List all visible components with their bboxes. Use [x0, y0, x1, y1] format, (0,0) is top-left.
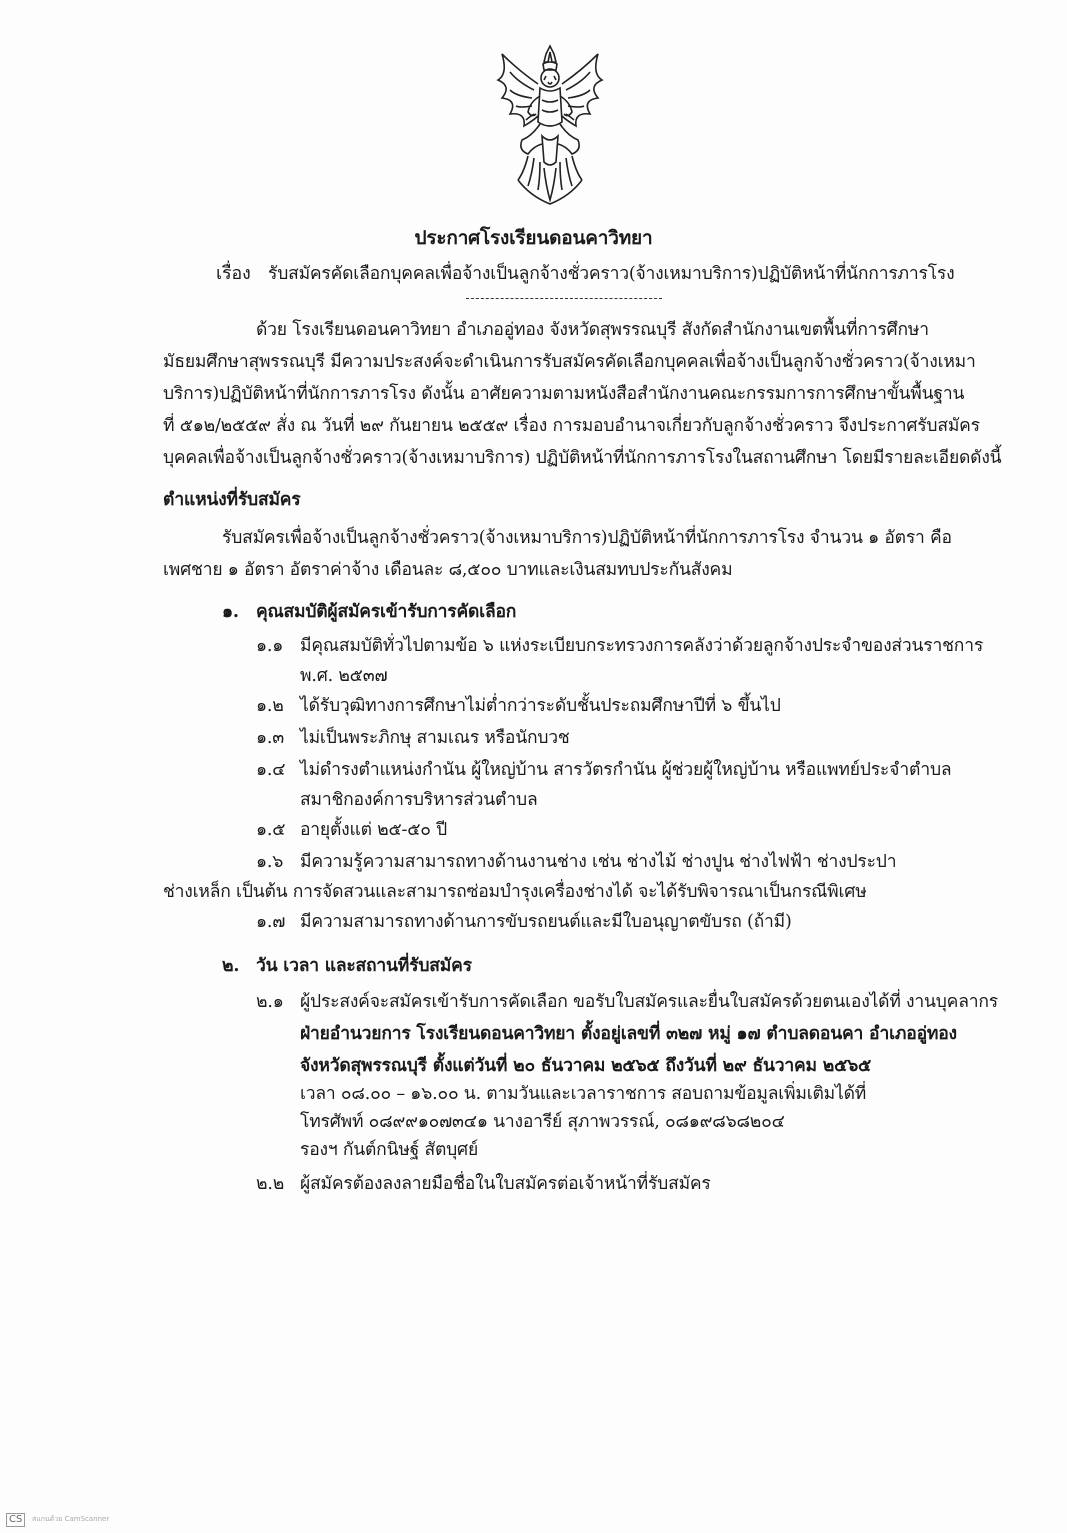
list-item-text: ได้รับวุฒิทางการศึกษาไม่ต่ำกว่าระดับชั้นประถมศึกษาปีที่ ๖ ขึ้นไป — [300, 696, 781, 716]
title-separator — [466, 298, 662, 299]
list-item-text: ผู้ประสงค์จะสมัครเข้ารับการคัดเลือก ขอรับใบสมัครและยื่นใบสมัครด้วยตนเองได้ที่ งานบุคลากร — [300, 992, 998, 1012]
intro-line: บริการ)ปฏิบัติหน้าที่นักการภารโรง ดังนั้น อาศัยความตามหนังสือสำนักงานคณะกรรมการการศึกษาขั้นพื้นฐาน — [163, 384, 965, 404]
intro-line: ด้วย โรงเรียนดอนคาวิทยา อำเภออู่ทอง จังหวัดสุพรรณบุรี สังกัดสำนักงานเขตพื้นที่การศึกษา — [256, 320, 929, 340]
section2-heading: วัน เวลา และสถานที่รับสมัคร — [256, 956, 472, 976]
garuda-emblem-icon — [488, 40, 612, 210]
subject-text: รับสมัครคัดเลือกบุคคลเพื่อจ้างเป็นลูกจ้างชั่วคราว(จ้างเหมาบริการ)ปฏิบัติหน้าที่นักการภารโรง — [268, 264, 955, 284]
list-item-number: ๑.๓ — [256, 728, 285, 748]
list-item-continuation: โทรศัพท์ ๐๘๙๙๑๐๗๓๔๑ นางอารีย์ สุภาพวรรณ์, ๐๘๑๙๘๖๘๒๐๔ — [300, 1112, 785, 1132]
list-item-text: อายุตั้งแต่ ๒๕-๕๐ ปี — [300, 820, 447, 840]
list-item-number: ๑.๗ — [256, 912, 286, 932]
list-item-text: ไม่ดำรงตำแหน่งกำนัน ผู้ใหญ่บ้าน สารวัตรกำนัน ผู้ช่วยผู้ใหญ่บ้าน หรือแพทย์ประจำตำบล — [300, 760, 952, 780]
list-item-text: ผู้สมัครต้องลงลายมือชื่อในใบสมัครต่อเจ้าหน้าที่รับสมัคร — [300, 1174, 711, 1194]
list-item-number: ๑.๔ — [256, 760, 286, 780]
section1-number: ๑. — [222, 602, 239, 622]
position-line: รับสมัครเพื่อจ้างเป็นลูกจ้างชั่วคราว(จ้างเหมาบริการ)ปฏิบัติหน้าที่นักการภารโรง จำนวน ๑ อัตรา คือ — [222, 528, 952, 548]
intro-line: มัธยมศึกษาสุพรรณบุรี มีความประสงค์จะดำเนินการรับสมัครคัดเลือกบุคคลเพื่อจ้างเป็นลูกจ้างชั่วคราว(จ้างเหมา — [163, 352, 976, 372]
list-item-number: ๒.๒ — [256, 1174, 285, 1194]
camscanner-logo: CS — [6, 1513, 25, 1527]
list-item-text: มีความสามารถทางด้านการขับรถยนต์และมีใบอนุญาตขับรถ (ถ้ามี) — [300, 912, 792, 932]
intro-line: ที่ ๕๑๒/๒๕๕๙ สั่ง ณ วันที่ ๒๙ กันยายน ๒๕๕๙ เรื่อง การมอบอำนาจเกี่ยวกับลูกจ้างชั่วคราว จึงประกาศรับสมัคร — [163, 416, 980, 436]
list-item-continuation: ช่างเหล็ก เป็นต้น การจัดสวนและสามารถซ่อมบำรุงเครื่องช่างได้ จะได้รับพิจารณาเป็นกรณีพิเศษ — [163, 882, 867, 902]
list-item-continuation: จังหวัดสุพรรณบุรี ตั้งแต่วันที่ ๒๐ ธันวาคม ๒๕๖๕ ถึงวันที่ ๒๙ ธันวาคม ๒๕๖๕ — [300, 1056, 872, 1076]
list-item-text: ไม่เป็นพระภิกษุ สามเณร หรือนักบวช — [300, 728, 570, 748]
list-item-continuation: สมาชิกองค์การบริหารส่วนตำบล — [300, 790, 538, 810]
list-item-continuation: พ.ศ. ๒๕๓๗ — [300, 666, 388, 686]
list-item-number: ๑.๖ — [256, 852, 284, 872]
intro-line: บุคคลเพื่อจ้างเป็นลูกจ้างชั่วคราว(จ้างเหมาบริการ) ปฏิบัติหน้าที่นักการภารโรงในสถานศึกษา โดยมีรายละเอียดดังนี้ — [163, 448, 1002, 468]
list-item-number: ๑.๕ — [256, 820, 286, 840]
list-item-continuation: ฝ่ายอำนวยการ โรงเรียนดอนคาวิทยา ตั้งอยู่เลขที่ ๓๒๗ หมู่ ๑๗ ตำบลดอนคา อำเภออู่ทอง — [300, 1024, 957, 1044]
section2-number: ๒. — [222, 956, 240, 976]
list-item-continuation: รองฯ กันต์กนิษฐ์ สัตบุศย์ — [300, 1140, 478, 1160]
list-item-number: ๑.๒ — [256, 696, 284, 716]
section1-heading: คุณสมบัติผู้สมัครเข้ารับการคัดเลือก — [256, 602, 517, 622]
list-item-number: ๒.๑ — [256, 992, 284, 1012]
list-item-text: มีคุณสมบัติทั่วไปตามข้อ ๖ แห่งระเบียบกระทรวงการคลังว่าด้วยลูกจ้างประจำของส่วนราชการ — [300, 636, 984, 656]
list-item-text: มีความรู้ความสามารถทางด้านงานช่าง เช่น ช่างไม้ ช่างปูน ช่างไฟฟ้า ช่างประปา — [300, 852, 897, 872]
subject-label: เรื่อง — [216, 263, 251, 284]
camscanner-watermark: สแกนด้วย CamScanner — [32, 1515, 110, 1523]
list-item-number: ๑.๑ — [256, 636, 284, 656]
list-item-continuation: เวลา ๐๘.๐๐ – ๑๖.๐๐ น. ตามวันและเวลาราชการ สอบถามข้อมูลเพิ่มเติมได้ที่ — [300, 1084, 867, 1104]
position-heading: ตำแหน่งที่รับสมัคร — [163, 490, 301, 510]
document-title: ประกาศโรงเรียนดอนคาวิทยา — [414, 227, 653, 249]
position-line: เพศชาย ๑ อัตรา อัตราค่าจ้าง เดือนละ ๘,๕๐๐ บาทและเงินสมทบประกันสังคม — [163, 560, 733, 580]
